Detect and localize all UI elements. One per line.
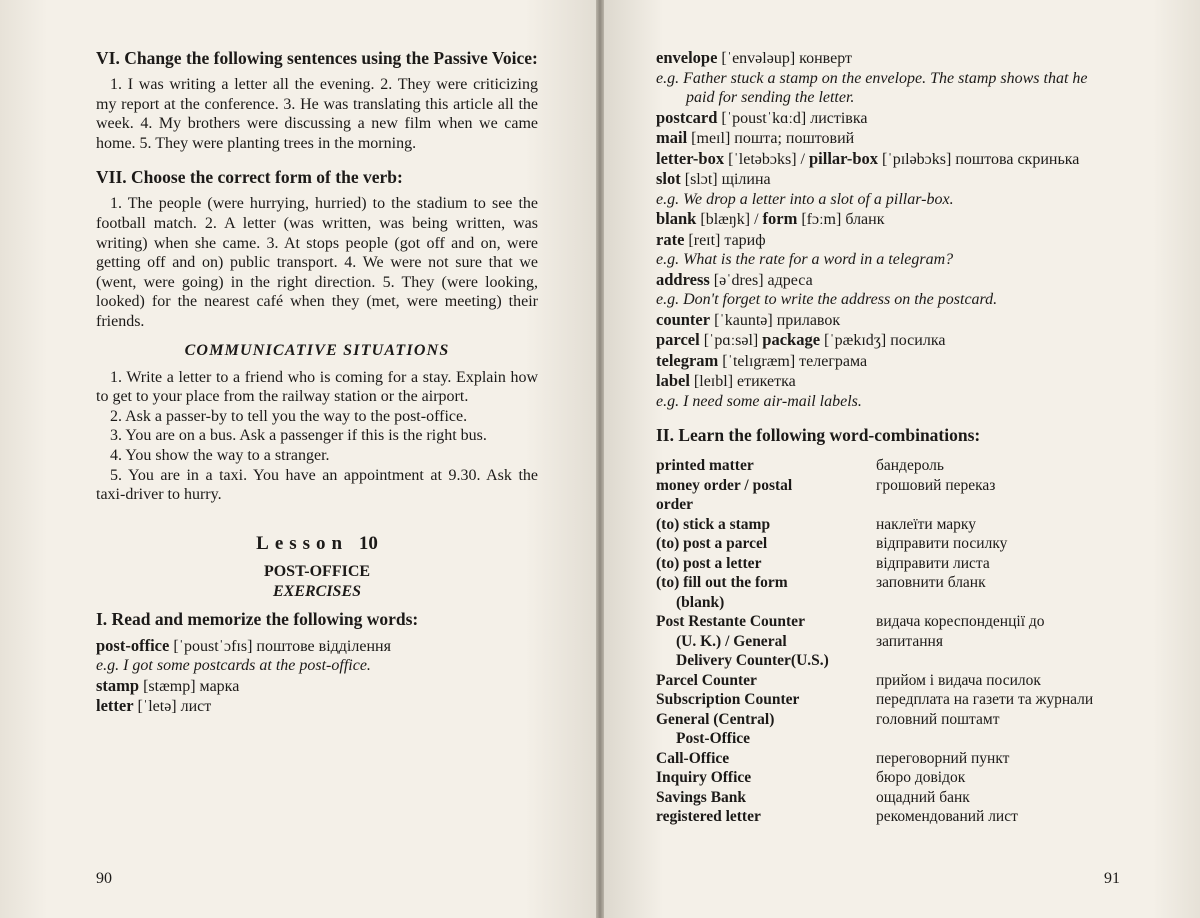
combo-row: money order / postal order грошовий переказ bbox=[656, 476, 996, 513]
exercise-2-title: II. Learn the following word-combinations: bbox=[656, 425, 981, 445]
vocab-example: e.g. Don't forget to write the address on the postcard. bbox=[656, 291, 998, 308]
combo-row: General (Central) Post-Office головний поштамт bbox=[656, 710, 1000, 747]
vocab-example: e.g. I got some postcards at the post-office. bbox=[96, 657, 371, 675]
combo-row: registered letter рекомендований лист bbox=[656, 808, 1018, 825]
vocab-entry: slot [slɔt] щілина bbox=[656, 169, 771, 188]
exercise-1-title: I. Read and memorize the following words: bbox=[96, 608, 419, 629]
vocab-entry: parcel [ˈpɑːsəl] package [ˈpækɪdʒ] посилка bbox=[656, 330, 946, 349]
right-page bbox=[604, 0, 1200, 918]
vocab-example: e.g. What is the rate for a word in a telegram? bbox=[656, 251, 954, 268]
book-gutter bbox=[596, 0, 604, 918]
situation-item: 4. You show the way to a stranger. bbox=[110, 446, 330, 464]
combo-row: Post Restante Counter (U. K.) / General Delivery Counter(U.S.) видача кореспонденції до запитання bbox=[656, 613, 1045, 669]
vocab-example: e.g. I need some air-mail labels. bbox=[656, 392, 862, 410]
vocab-entry: blank [blæŋk] / form [fɔːm] бланк bbox=[656, 209, 885, 228]
lesson-word: Lesson bbox=[256, 532, 349, 554]
combo-row: (to) stick a stamp наклеїти марку bbox=[656, 515, 976, 533]
page-number-right: 91 bbox=[1104, 870, 1120, 887]
vocab-entry: counter [ˈkauntə] прилавок bbox=[656, 309, 841, 329]
combo-row: Subscription Counter передплата на газети та журнали bbox=[656, 691, 1094, 708]
page-number-left: 90 bbox=[96, 870, 112, 887]
lesson-topic: POST-OFFICE bbox=[263, 562, 371, 580]
vocab-entry: label [leɪbl] етикетка bbox=[656, 371, 796, 390]
combo-row: Savings Bank ощадний банк bbox=[656, 788, 970, 806]
exercise-6-text: 1. I was writing a letter all the evening. 2. They were criticizing my report at the conference. 3. He was translating this article all the week. 4. My brothers were discussing a new film when we came home. 5. They were planting trees in the morning. bbox=[96, 76, 538, 152]
vocab-entry: post-office [ˈpoustˈɔfɪs] поштове відділення bbox=[96, 635, 391, 655]
situation-item: 5. You are in a taxi. You have an appointment at 9.30. Ask the taxi-driver to hurry. bbox=[96, 466, 538, 504]
situation-item: 2. Ask a passer-by to tell you the way to the post-office. bbox=[110, 407, 468, 425]
vocab-entry: telegram [ˈtelɪgræm] телеграма bbox=[656, 350, 868, 370]
word-combinations-list bbox=[656, 456, 1110, 827]
lesson-heading bbox=[96, 533, 538, 555]
combo-row: (to) post a letter відправити листа bbox=[656, 554, 990, 572]
situation-item: 1. Write a letter to a friend who is coming for a stay. Explain how to get to your place from the railway station or the airport. bbox=[96, 368, 538, 406]
vocab-entry: letter [ˈletə] лист bbox=[96, 696, 212, 716]
vocab-entry: letter-box [ˈletəbɔks] / pillar-box [ˈpɪləbɔks] поштова скринька bbox=[656, 148, 1080, 168]
combo-row: Call-Office переговорний пункт bbox=[656, 749, 1010, 767]
vocab-entry: rate [reɪt] тариф bbox=[656, 229, 766, 249]
exercise-7-title: VII. Choose the correct form of the verb: bbox=[96, 167, 403, 188]
exercise-6-title: VI. Change the following sentences using the Passive Voice: bbox=[96, 48, 538, 68]
combo-row: printed matter бандероль bbox=[656, 457, 944, 474]
left-page bbox=[0, 0, 596, 918]
communicative-situations-heading: COMMUNICATIVE SITUATIONS bbox=[184, 341, 450, 359]
exercise-7-text: 1. The people (were hurrying, hurried) to the stadium to see the football match. 2. A letter (was written, was being written, was writing) when she came. 3. At stops people (got off and on, were getting off and on) public transport. 4. We were not sure that we (went, were going) in the right direction. 5. They (were looking, looked) for the nearest café when they (met, were meeting) their friends. bbox=[96, 195, 538, 330]
combo-row: Parcel Counter прийом і видача посилок bbox=[656, 671, 1041, 689]
situation-item: 3. You are on a bus. Ask a passenger if this is the right bus. bbox=[110, 427, 487, 445]
vocab-entry: stamp [stæmp] марка bbox=[96, 675, 240, 695]
combo-row: (to) fill out the form (blank) заповнити бланк bbox=[656, 574, 986, 611]
vocabulary-list-right bbox=[656, 48, 1110, 411]
vocabulary-list-left bbox=[96, 636, 538, 717]
vocab-entry: postcard [ˈpoustˈkɑːd] листівка bbox=[656, 107, 868, 127]
vocab-example: e.g. We drop a letter into a slot of a pillar-box. bbox=[656, 190, 954, 208]
exercises-heading: EXERCISES bbox=[272, 582, 362, 600]
vocab-entry: mail [meɪl] пошта; поштовий bbox=[656, 128, 855, 147]
vocab-entry: address [əˈdres] адреса bbox=[656, 269, 813, 289]
combo-row: (to) post a parcel відправити посилку bbox=[656, 535, 1008, 552]
lesson-number: 10 bbox=[358, 532, 378, 554]
vocab-example: e.g. Father stuck a stamp on the envelope. The stamp shows that he paid for sending the letter. bbox=[656, 69, 1088, 106]
communicative-situations-list bbox=[96, 368, 538, 505]
vocab-entry: envelope [ˈenvələup] конверт bbox=[656, 48, 853, 67]
combo-row: Inquiry Office бюро довідок bbox=[656, 769, 966, 786]
